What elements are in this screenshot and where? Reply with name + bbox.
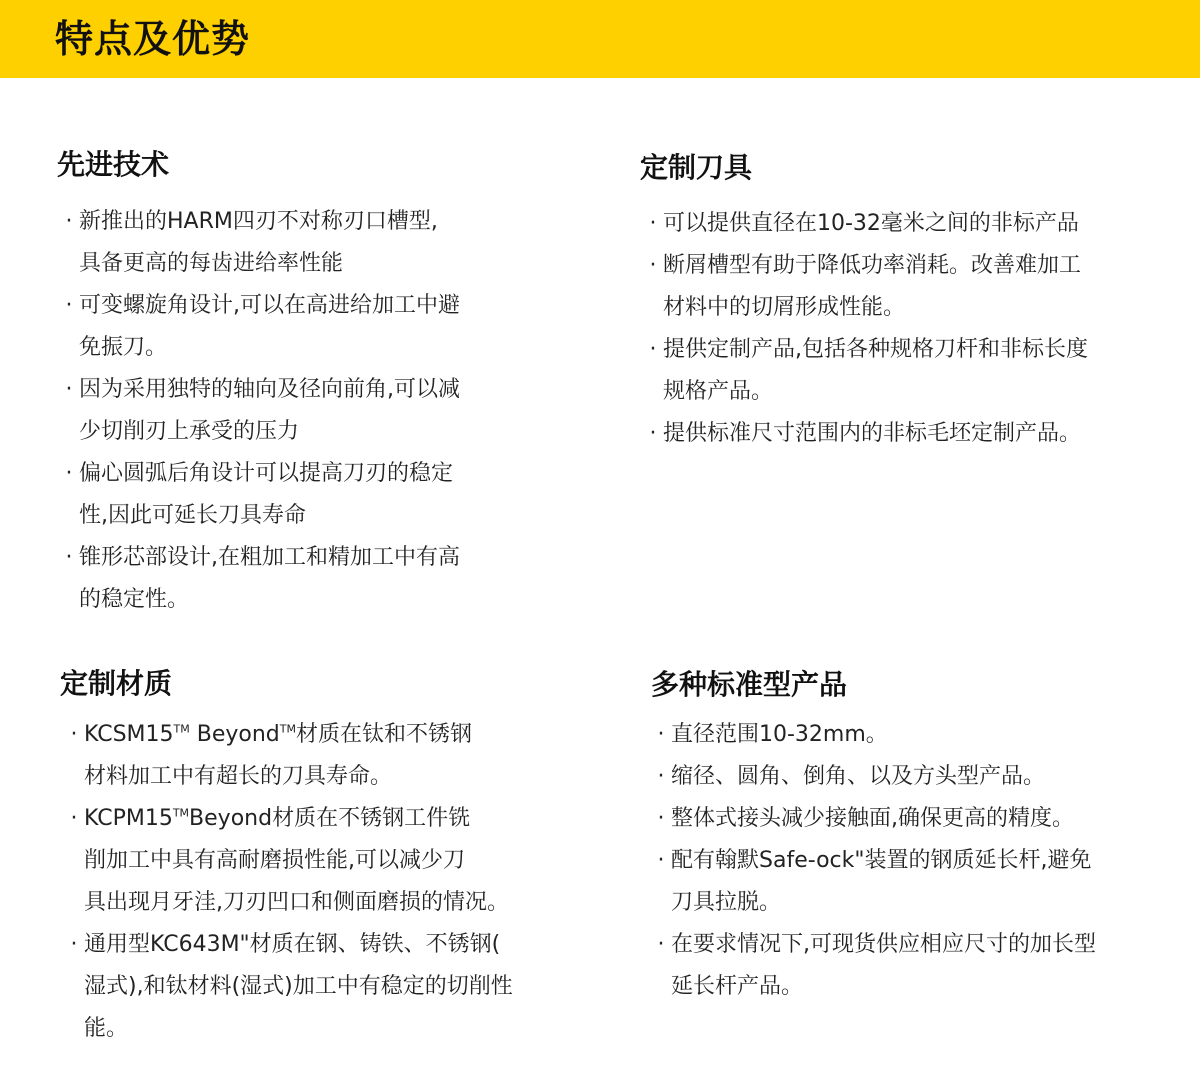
section-title-advanced-tech: 先进技术: [57, 148, 170, 181]
section-advanced-tech: [57, 145, 557, 621]
list-item-text: 偏心圆弧后角设计可以提高刀刃的稳定: [79, 461, 454, 486]
list-item-text: 通用型KC643M"材质在钢、铸铁、不锈钢(: [84, 932, 501, 957]
list-item-text: 湿式),和钛材料(湿式)加工中有稳定的切削性: [84, 974, 513, 999]
list-item: [651, 924, 1191, 1008]
list-item-text: 延长杆产品。: [671, 974, 804, 999]
section-standard-products: [651, 665, 1191, 1008]
list-item-text: KCPM15™Beyond材质在不锈钢工件铣: [84, 806, 471, 831]
list-item-text: 的稳定性。: [79, 587, 190, 612]
list-item: [651, 714, 1191, 756]
feature-list-custom-materials: [64, 714, 580, 1050]
bullet-icon: ·: [649, 211, 657, 236]
bullet-icon: ·: [649, 253, 657, 278]
list-item: [643, 245, 1180, 329]
trademark-mark: TM: [279, 722, 296, 736]
list-item-text: 少切削刃上承受的压力: [79, 419, 300, 444]
bullet-icon: ·: [65, 377, 73, 402]
list-item-text: 可以提供直径在10-32毫米之间的非标产品: [663, 211, 1079, 236]
feature-list-custom-tools: [643, 203, 1180, 455]
list-item-text: 锥形芯部设计,在粗加工和精加工中有高: [79, 545, 460, 570]
bullet-icon: ·: [65, 209, 73, 234]
list-item: [59, 201, 557, 285]
feature-list-advanced-tech: [59, 201, 557, 621]
list-item: [59, 369, 557, 453]
page-title: 特点及优势: [55, 17, 251, 61]
bullet-icon: ·: [657, 806, 665, 831]
bullet-icon: ·: [649, 421, 657, 446]
list-item: [64, 714, 580, 798]
list-item-text: 具出现月牙洼,刀刃凹口和侧面磨损的情况。: [84, 890, 509, 915]
list-item-text: 因为采用独特的轴向及径向前角,可以减: [79, 377, 460, 402]
list-item-text: 断屑槽型有助于降低功率消耗。改善难加工: [663, 253, 1082, 278]
list-item-text: 配有翰默Safe-ock"装置的钢质延长杆,避免: [671, 848, 1092, 873]
trademark-mark: TM: [173, 722, 190, 736]
bullet-icon: ·: [657, 764, 665, 789]
bullet-icon: ·: [649, 337, 657, 362]
trademark-mark: TM: [172, 806, 190, 820]
list-item-text: 刀具拉脱。: [671, 890, 782, 915]
section-custom-tools: [640, 148, 1180, 455]
section-title-custom-materials: 定制材质: [60, 667, 173, 700]
bullet-icon: ·: [657, 932, 665, 957]
list-item-text: 直径范围10-32mm。: [671, 722, 888, 747]
bullet-icon: ·: [657, 848, 665, 873]
list-item-text: 新推出的HARM四刃不对称刃口槽型,: [79, 209, 438, 234]
list-item-text: 在要求情况下,可现货供应相应尺寸的加长型: [671, 932, 1096, 957]
list-item-text: 具备更高的每齿进给率性能: [79, 251, 344, 276]
list-item-text: 能。: [84, 1016, 129, 1041]
list-item: [651, 798, 1191, 840]
section-custom-materials: [60, 664, 580, 1050]
section-title-custom-tools: 定制刀具: [640, 151, 753, 184]
list-item-text: KCSM15™ Beyond™材质在钛和不锈钢: [84, 722, 472, 747]
list-item: [59, 453, 557, 537]
bullet-icon: ·: [70, 806, 78, 831]
list-item-text: 削加工中具有高耐磨损性能,可以减少刀: [84, 848, 465, 873]
list-item: [64, 798, 580, 924]
list-item: [59, 537, 557, 621]
list-item: [651, 756, 1191, 798]
list-item-text: 提供标准尺寸范围内的非标毛坯定制产品。: [663, 421, 1082, 446]
bullet-icon: ·: [657, 722, 665, 747]
bullet-icon: ·: [65, 545, 73, 570]
list-item: [651, 840, 1191, 924]
list-item-text: 规格产品。: [663, 379, 774, 404]
header-banner: [0, 0, 1200, 78]
list-item: [643, 203, 1180, 245]
list-item: [643, 329, 1180, 413]
list-item: [643, 413, 1180, 455]
bullet-icon: ·: [65, 293, 73, 318]
bullet-icon: ·: [65, 461, 73, 486]
list-item-text: 提供定制产品,包括各种规格刀杆和非标长度: [663, 337, 1088, 362]
list-item-text: 可变螺旋角设计,可以在高进给加工中避: [79, 293, 460, 318]
list-item: [64, 924, 580, 1050]
list-item-text: 缩径、圆角、倒角、以及方头型产品。: [671, 764, 1046, 789]
list-item-text: 材料加工中有超长的刀具寿命。: [84, 764, 393, 789]
list-item-text: 整体式接头减少接触面,确保更高的精度。: [671, 806, 1074, 831]
bullet-icon: ·: [70, 932, 78, 957]
list-item-text: 材料中的切屑形成性能。: [663, 295, 906, 320]
list-item: [59, 285, 557, 369]
section-title-standard-products: 多种标准型产品: [651, 668, 848, 701]
feature-list-standard-products: [651, 714, 1191, 1008]
bullet-icon: ·: [70, 722, 78, 747]
list-item-text: 免振刀。: [79, 335, 168, 360]
list-item-text: 性,因此可延长刀具寿命: [79, 503, 306, 528]
